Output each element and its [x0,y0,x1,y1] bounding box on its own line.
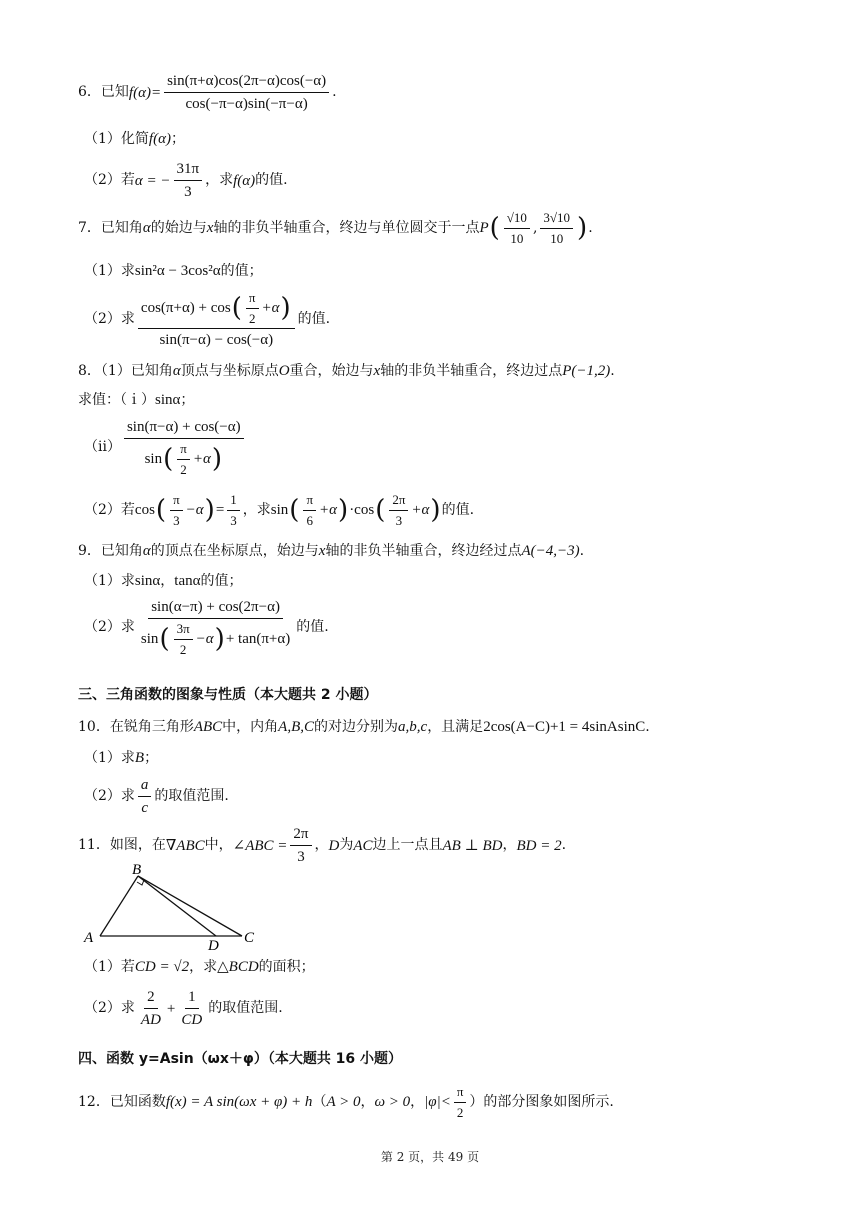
p6-q1-end: ； [170,130,185,147]
p8-q2-value [227,492,240,528]
p10-q2-fraction [138,776,152,817]
p11-q2-n1: 2 [144,988,158,1009]
problem-10-q2 [84,776,229,817]
p11-end: . [561,837,567,854]
p12-end: 的部分图象如图所示. [483,1093,614,1110]
problem-6-q1 [84,130,185,148]
p8-q2-label: （2）若 [84,501,135,518]
page-footer: 第 2 页，共 49 页 [380,1150,480,1164]
p8-sub-intro: 求值：（ｉ） [78,391,155,408]
p12-function: f(x) = A sin(ωx + φ) + h [165,1094,313,1111]
p12-pd: 2 [456,1104,464,1120]
p8-q2-lp3: ( [375,495,386,526]
p10-sides: a,b,c [398,719,428,735]
p9-q2-label: （2）求 [84,619,135,636]
p6-stem-text: 6．已知 [78,84,129,101]
p9-q1-sin: sinα [134,573,161,589]
p11-q2-end: 的取值范围. [208,1000,283,1017]
p8-q2-lp2: ( [289,495,300,526]
p9-q2-fraction [138,598,293,657]
p6-q2-num: 31π [174,160,203,181]
problem-8-sub-ii [84,418,247,477]
p6-numerator: sin(π+α)cos(2π−α)cos(−α) [164,72,329,93]
problem-11-q2 [84,988,283,1029]
p7-rparen: ) [577,213,588,244]
p6-denominator: cos(−π−α)sin(−π−α) [185,96,308,112]
p9-den-rparen: ) [214,624,225,655]
p10-stem-text: 10．在锐角三角形 [78,718,194,735]
p12-omega-cond: ω > 0 [374,1094,411,1111]
p7-d1: 10 [510,230,524,246]
p7-q1-end: 的值； [220,262,263,279]
p11-q1-label: （1）若 [84,958,135,975]
p11-q1-tri: △BCD [217,959,259,975]
p12-sep2: ， [410,1093,425,1110]
p9-q1-sep: ， [160,572,175,589]
p8-q2-rp3: ) [430,495,441,526]
p10-q2-n: a [138,776,152,797]
p11-stem2: 中， [204,837,233,854]
triangle-figure [78,862,268,952]
p8-q2-cos: cos [134,502,155,519]
p11-q2-d2: CD [181,1012,203,1028]
p8-point: P(−1,2) [562,363,611,379]
p8-x: x [373,363,381,379]
p6-end: . [332,84,337,101]
p7-point-label: P [479,220,489,237]
p8-q2-frac3 [389,492,408,528]
p11-q1-mid: ，求 [189,958,218,975]
p9-q2-inner-d: 2 [179,641,187,657]
p10-end: . [645,718,650,735]
p10-condition: 2cos(A−C)+1 = 4sinAsinC [483,719,646,735]
p8-q2-pd: 3 [173,512,180,528]
p11-q1-end: 的面积； [258,958,315,975]
p11-q2-label: （2）求 [84,1000,135,1017]
p7-comma: , [532,219,538,236]
p7-x: x [206,220,214,237]
p8-sub-ii-den-a: sin [144,451,163,468]
p7-n2: 3√10 [540,210,573,229]
p7-q2-den: sin(π−α) − cos(−α) [159,332,274,349]
right-angle-mark [137,880,144,885]
problem-9-stem [78,542,584,560]
p6-q2-label: （2）若 [84,172,135,189]
p8-q2-ad: 6 [306,512,313,528]
p8-q2-eq: = [215,502,225,519]
p7-q2-inner-num: π [246,290,259,309]
p12-A-cond: A > 0 [326,1094,361,1111]
p8-q2-rest: −α [185,502,204,519]
p11-q2-frac2 [178,988,205,1029]
p9-q2-end: 的值. [296,619,329,636]
p7-q2-end: 的值. [297,311,331,328]
p6-q2-math: f(α) [233,172,256,189]
section-4-heading: 四、函数 y=Asin（ωx＋φ）（本大题共 16 小题） [78,1051,403,1067]
p11-perp: AB ⊥ BD [442,837,503,854]
p7-q2-fraction [138,290,295,349]
p10-stem3: 的对边分别为 [314,718,399,735]
p8-sub-ii-num: sin(π−α) + cos(−α) [124,418,244,439]
p7-stem3: 轴的非负半轴重合，终边与单位圆交于一点 [213,219,480,236]
p7-q2-inner-rest: +α [261,300,280,317]
p11-angle: ∠ABC = [232,837,288,854]
p8-q2-rp1: ) [204,495,215,526]
p9-end: . [579,542,585,559]
p6-fraction [164,72,329,113]
p8-q2-pn: π [170,492,183,511]
p8-sub-ii-den-rest: +α [192,451,211,468]
p9-q2-inner [174,621,193,657]
p12-open: （ [312,1093,327,1110]
p8-sub-i-math: sinα [155,392,181,408]
p10-q2-label: （2）求 [84,788,135,805]
p7-q2-lparen: ( [231,293,242,324]
p8-q2-bn: 2π [389,492,408,511]
problem-8-sub-i [78,391,194,409]
p8-sub-ii-inner [177,441,190,477]
p8-sub-ii-label: （ii） [84,439,121,456]
p7-d2: 10 [550,230,564,246]
p9-q2-den-a: sin [140,631,159,648]
p9-alpha: α [142,543,151,559]
p11-an: 2π [290,825,311,846]
p8-q2-lp1: ( [155,495,167,526]
p8-origin: O [278,363,290,379]
p8-q2-arest: +α [319,502,338,519]
p12-phi-fraction [454,1084,467,1120]
p6-q2-alpha: α = − [134,172,171,189]
p11-AC: AC [353,837,373,854]
p7-stem2: 的始边与 [150,219,207,236]
p8-q2-dot: ·cos [349,502,375,519]
p7-alpha: α [142,220,151,237]
p8-q2-brest: +α [411,502,430,519]
p11-BD: BD = 2 [516,837,562,854]
p9-q2-den-rest: −α [195,631,214,648]
p9-q1-tan: tanα [174,573,201,589]
p7-q2-label: （2）求 [84,311,135,328]
p12-stem-text: 12．已知函数 [78,1093,166,1110]
segment-BD [138,876,216,936]
p9-q2-inner-n: 3π [174,621,193,640]
section-3-heading: 三、三角函数的图象与性质（本大题共 2 小题） [78,687,378,703]
p8-q2-rp2: ) [338,495,349,526]
p8-sub-ii-inner-n: π [177,441,190,460]
p6-q2-end: 的值. [255,172,288,189]
problem-9-q1 [84,572,242,590]
p12-sep1: ， [360,1093,375,1110]
p7-frac2 [540,210,573,246]
p7-q2-num [138,290,295,329]
label-D: D [208,938,219,952]
p8-alpha: α [172,363,181,379]
p8-q2-mid: ，求 [242,501,271,518]
p7-n1: √10 [504,210,530,229]
p9-q1-end: 的值； [200,572,243,589]
p8-sub-ii-den [142,439,226,477]
p8-q2-an: π [303,492,316,511]
p9-q1-label: （1）求 [84,572,135,589]
p8-stem2: 顶点与坐标原点 [180,362,279,379]
problem-11-q1 [84,958,315,976]
p7-stem-text: 7．已知角 [78,219,143,236]
p8-q2-vn: 1 [227,492,240,511]
p10-stem2: 中，内角 [222,718,279,735]
problem-11-stem [78,825,566,866]
p7-q2-inner-den: 2 [248,310,256,326]
p6-q2-den: 3 [184,184,192,200]
p8-stem-text: 8．（1）已知角 [78,362,173,379]
p11-triangle: ∇ABC [165,837,205,854]
p11-angle-fraction [290,825,311,866]
p8-q2-bd: 3 [395,512,403,528]
label-C: C [244,930,255,946]
p11-stem5: 边上一点且 [372,837,443,854]
p8-sub-i-end: ； [180,391,195,408]
p11-stem-text: 11．如图，在 [78,837,166,854]
p11-q2-n2: 1 [185,988,199,1009]
p10-q1-label: （1）求 [84,749,135,766]
problem-7-stem [78,210,593,246]
p8-end: . [610,362,615,379]
p7-q1-math: sin²α − 3cos²α [134,263,221,279]
p7-q2-inner-frac [246,290,259,326]
p8-sub-ii-fraction [124,418,244,477]
p10-q2-end: 的取值范围. [154,788,229,805]
problem-6-stem [78,72,337,113]
p6-lhs: f(α)= [128,84,162,101]
problem-8-q2 [84,492,474,528]
p9-stem2: 的顶点在坐标原点，始边与 [150,542,319,559]
p8-den-rparen: ) [211,444,222,475]
p8-den-lparen: ( [163,444,174,475]
p9-stem-text: 9．已知角 [78,542,143,559]
p11-q2-plus: + [166,1000,176,1017]
problem-10-q1 [84,749,158,767]
problem-8-stem [78,362,615,380]
p11-q2-d1: AD [140,1012,161,1028]
p10-q2-d: c [141,800,148,816]
label-B: B [132,862,142,878]
p10-q1-math: B [134,750,145,766]
p7-q1-label: （1）求 [84,262,135,279]
problem-7-q2 [84,290,330,349]
p7-lparen: ( [489,213,500,244]
p10-q1-end: ； [144,749,159,766]
p8-stem4: 轴的非负半轴重合，终边过点 [380,362,563,379]
p11-stem4: 为 [339,837,354,854]
problem-6-q2 [84,160,288,201]
p8-q2-frac2 [303,492,316,528]
p12-pn: π [454,1084,467,1103]
p9-q2-num: sin(α−π) + cos(2π−α) [148,598,283,619]
side-AB [100,876,138,936]
p10-angles: A,B,C [278,719,315,735]
problem-12-stem [78,1084,614,1120]
p9-q2-den [138,619,293,657]
p6-q1-label: （1）化简 [84,130,149,147]
p6-q2-mid: ，求 [205,172,234,189]
p6-q1-math: f(α) [148,131,171,147]
p9-point: A(−4,−3) [521,543,580,559]
p7-end: . [588,219,593,236]
problem-9-q2 [84,598,329,657]
p11-D: D [328,837,340,854]
p8-q2-vd: 3 [230,512,237,528]
p7-q2-rparen: ) [280,293,291,324]
p9-x: x [318,543,326,559]
p7-q2-num-a: cos(π+α) + cos [140,300,231,317]
p11-stem6: ， [502,837,517,854]
label-A: A [84,930,94,946]
p10-triangle: ABC [193,719,223,735]
problem-7-q1 [84,262,263,280]
problem-10-stem [78,718,650,736]
p7-frac1 [504,210,530,246]
p8-q2-end: 的值. [441,501,475,518]
p8-q2-sin: sin [270,502,289,519]
p11-stem3: ， [314,837,329,854]
p8-sub-ii-inner-d: 2 [180,461,187,477]
p8-stem3: 重合，始边与 [289,362,374,379]
p6-q2-fraction [174,160,203,201]
p11-q2-frac1 [138,988,164,1029]
side-BC [138,876,242,936]
p12-close: ） [469,1093,484,1110]
p9-den-lparen: ( [159,624,170,655]
p11-q1-math: CD = √2 [134,959,190,975]
p9-stem3: 轴的非负半轴重合，终边经过点 [325,542,522,559]
p10-stem4: ，且满足 [427,718,484,735]
p9-q2-den-b: + tan(π+α) [225,631,291,648]
p11-ad: 3 [297,849,305,865]
p12-phi-cond: |φ|< [424,1094,451,1111]
p8-q2-frac1 [170,492,183,528]
